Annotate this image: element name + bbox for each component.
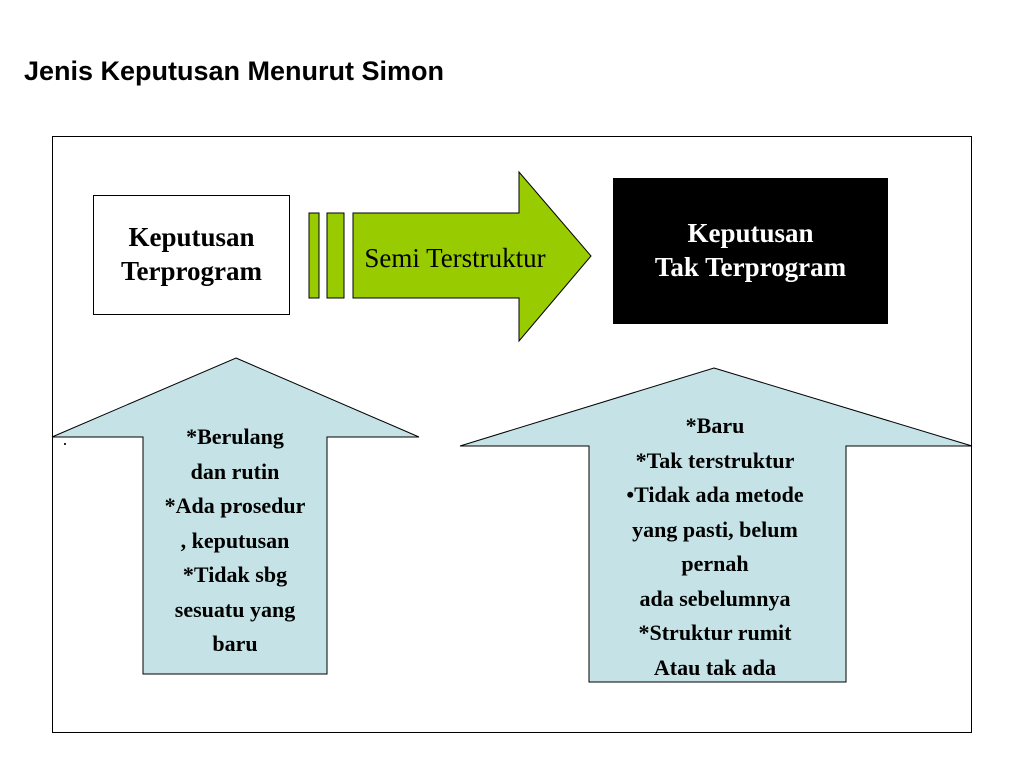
right-box-line-1: Keputusan [687, 218, 814, 249]
left-box-line-2: Terprogram [121, 256, 262, 286]
right-arrow-line: *Baru [685, 413, 745, 438]
right-arrow-line: •Tidak ada metode [626, 482, 804, 507]
right-arrow-line: pernah [681, 551, 749, 576]
arrow-stripe-1 [309, 213, 319, 298]
keputusan-tak-terprogram-box [613, 178, 888, 324]
left-arrow-line: , keputusan [180, 527, 290, 553]
keputusan-terprogram-box [93, 195, 290, 315]
stray-dot: · [62, 434, 68, 454]
left-arrow-line: *Berulang [186, 424, 284, 449]
right-arrow-line: yang pasti, belum [632, 516, 798, 542]
right-arrow-text [590, 409, 840, 685]
semi-terstruktur-label: Semi Terstruktur [364, 243, 546, 273]
left-arrow-text [140, 420, 330, 662]
left-arrow-line: *Ada prosedur [164, 493, 306, 518]
left-box-line-1: Keputusan [128, 222, 255, 253]
right-arrow-line: *Tak terstruktur [635, 447, 795, 473]
right-arrow-line: *Struktur rumit [638, 620, 792, 645]
right-arrow-line: ada sebelumnya [639, 585, 791, 611]
left-arrow-line: baru [212, 631, 258, 656]
left-arrow-line: dan rutin [190, 458, 280, 484]
slide-title: Jenis Keputusan Menurut Simon [24, 56, 445, 86]
left-arrow-line: sesuatu yang [174, 596, 296, 622]
left-arrow-line: *Tidak sbg [182, 562, 288, 587]
right-box-line-2: Tak Terprogram [654, 252, 847, 282]
right-arrow-line: Atau tak ada [653, 654, 777, 680]
